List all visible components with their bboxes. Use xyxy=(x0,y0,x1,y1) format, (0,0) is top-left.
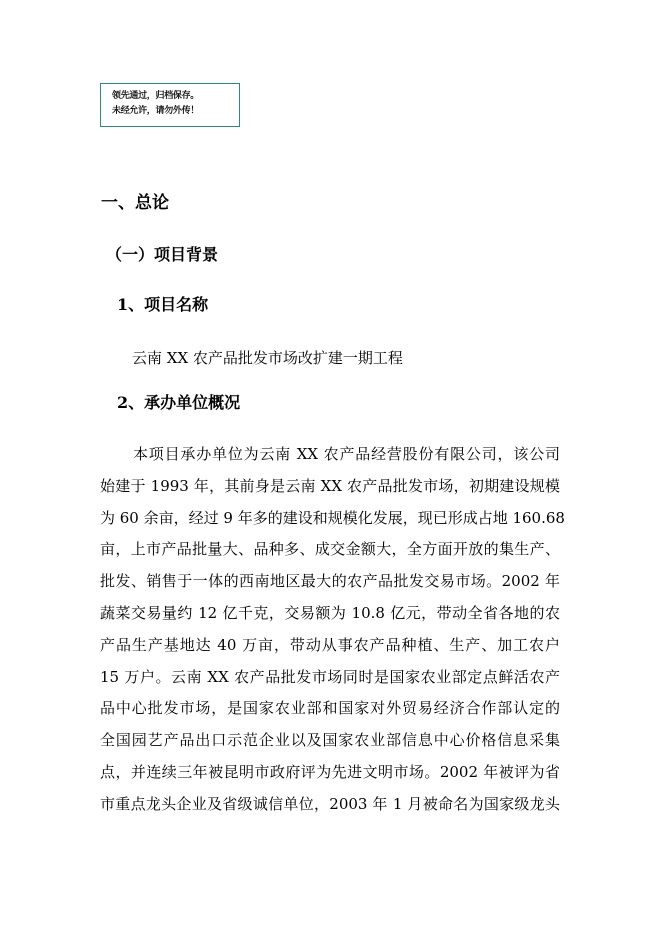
paragraph-line: 15 万户。云南 XX 农产品批发市场同时是国家农业部定点鲜活农产 xyxy=(100,667,560,686)
paragraph-line: 亩，上市产品批量大、品种多、成交金额大，全方面开放的集生产、 xyxy=(100,540,560,559)
subsection-heading: （一）项目背景 xyxy=(106,245,219,264)
paragraph-line: 始建于 1993 年，其前身是云南 XX 农产品批发市场，初期建设规模 xyxy=(100,476,560,495)
paragraph-line: 本项目承办单位为云南 XX 农产品经营股份有限公司，该公司 xyxy=(133,445,560,463)
organizer-overview-paragraph xyxy=(100,440,565,822)
paragraph-line: 品中心批发市场，是国家农业部和国家对外贸易经济合作部认定的 xyxy=(100,699,560,718)
paragraph-line: 为 60 余亩，经过 9 年多的建设和规模化发展，现已形成占地 160.68 xyxy=(100,508,565,527)
item-heading-organizer-overview: 2、承办单位概况 xyxy=(117,393,241,412)
item-heading-project-name: 1、项目名称 xyxy=(117,295,209,314)
paragraph-line: 市重点龙头企业及省级诚信单位，2003 年 1 月被命名为国家级龙头 xyxy=(100,794,560,813)
notice-line-1: 领先通过，归档保存。 xyxy=(112,91,200,101)
paragraph-line: 点，并连续三年被昆明市政府评为先进文明市场。2002 年被评为省 xyxy=(100,762,560,781)
project-name-text: 云南 XX 农产品批发市场改扩建一期工程 xyxy=(132,349,403,367)
paragraph-line: 产品生产基地达 40 万亩，带动从事农产品种植、生产、加工农户 xyxy=(100,635,560,654)
paragraph-line: 批发、销售于一体的西南地区最大的农产品批发交易市场。2002 年 xyxy=(100,572,560,591)
paragraph-line: 蔬菜交易量约 12 亿千克，交易额为 10.8 亿元，带动全省各地的农 xyxy=(100,603,560,622)
notice-stamp-box xyxy=(100,83,240,127)
paragraph-line: 全国园艺产品出口示范企业以及国家农业部信息中心价格信息采集 xyxy=(100,731,560,750)
section-heading: 一、总论 xyxy=(101,193,169,213)
notice-line-2: 未经允许，请勿外传！ xyxy=(112,106,200,116)
